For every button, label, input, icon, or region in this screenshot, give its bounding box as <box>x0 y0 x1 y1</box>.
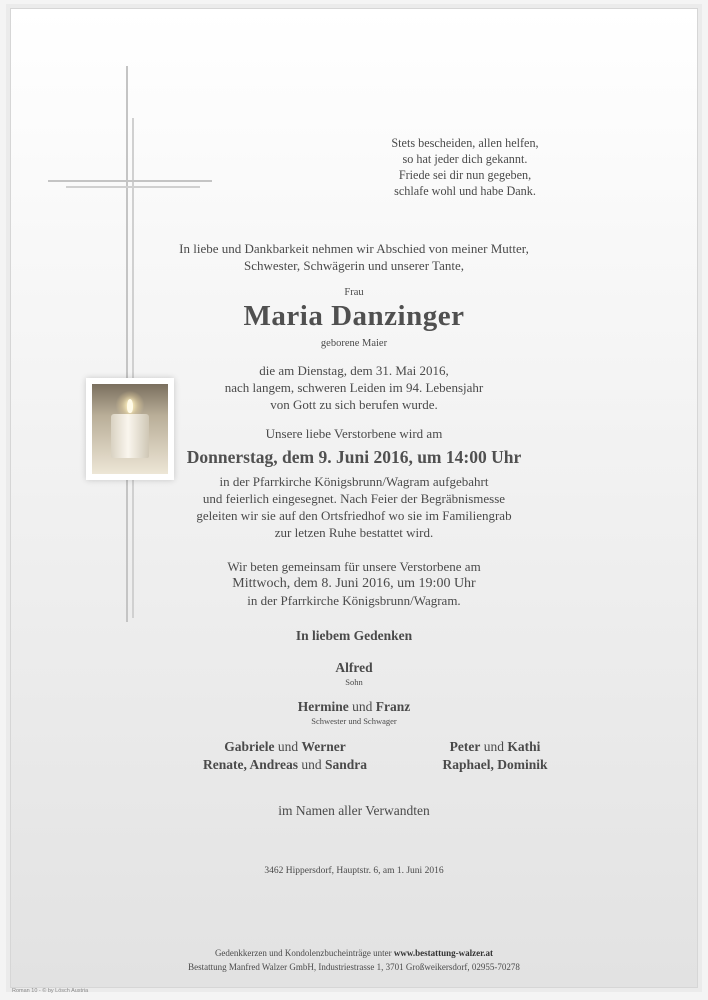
mourner-relation: Schwester und Schwager <box>311 716 397 726</box>
motto-line: so hat jeder dich gekannt. <box>402 152 528 166</box>
mourner-and: und <box>277 739 299 754</box>
motto-line: schlafe wohl und habe Dank. <box>394 184 536 198</box>
intro-text <box>0 240 708 274</box>
mourner-name: Franz <box>375 699 411 714</box>
footer-address: Bestattung Manfred Walzer GmbH, Industriestrasse 1, 3701 Großweikersdorf, 02955-70278 <box>188 962 520 972</box>
mourner-and: und <box>352 699 373 714</box>
memorial-motto <box>330 135 600 199</box>
mourner-name: Sandra <box>324 757 368 772</box>
motto-line: Friede sei dir nun gegeben, <box>398 168 532 182</box>
footer-text: Gedenkkerzen und Kondolenzbucheinträge unter <box>214 948 392 958</box>
funeral-line: in der Pfarrkirche Königsbrunn/Wagram aufgebahrt <box>219 474 489 489</box>
intro-line: In liebe und Dankbarkeit nehmen wir Abschied von meiner Mutter, <box>179 241 529 256</box>
funeral-line: geleiten wir sie auf den Ortsfriedhof wo sie im Familiengrab <box>196 508 512 523</box>
mourner-line <box>170 756 400 774</box>
funeral-line: zur letzen Ruhe bestattet wird. <box>274 525 434 540</box>
salutation: Frau <box>344 287 364 298</box>
funeral-date: Donnerstag, dem 9. Juni 2016, um 14:00 Uhr <box>186 447 522 467</box>
place-date: 3462 Hippersdorf, Hauptstr. 6, am 1. Juni 2016 <box>264 866 444 876</box>
intro-line: Schwester, Schwägerin und unserer Tante, <box>244 258 464 273</box>
death-line: nach langem, schweren Leiden im 94. Lebensjahr <box>224 380 484 395</box>
mourner-line <box>170 738 400 756</box>
prayer-line: Wir beten gemeinsam für unsere Verstorbene am <box>227 559 481 574</box>
mourner-name: Peter <box>449 739 481 754</box>
prayer-notice <box>0 558 708 609</box>
mourners-left <box>170 738 400 774</box>
mourner-name: Werner <box>301 739 346 754</box>
mourner-line <box>400 738 590 756</box>
death-notice <box>0 362 708 413</box>
mourner-name: Hermine <box>297 699 349 714</box>
birth-name: geborene Maier <box>320 338 388 349</box>
footer <box>0 946 708 974</box>
deceased-name: Maria Danzinger <box>243 300 465 332</box>
mourner-and: und <box>483 739 504 754</box>
mourner-name: Renate, Andreas <box>202 757 298 772</box>
prayer-line: in der Pfarrkirche Königsbrunn/Wagram. <box>247 593 461 608</box>
copyright: Roman 10 - © by Lösch Austria <box>12 988 89 994</box>
mourners-right <box>400 738 590 774</box>
mourner-hermine-franz <box>0 699 708 726</box>
mourner-name: Alfred <box>335 660 373 675</box>
mourner-name: Kathi <box>507 739 541 754</box>
mourner-alfred <box>0 660 708 687</box>
death-line: die am Dienstag, dem 31. Mai 2016, <box>259 363 449 378</box>
funeral-details <box>0 473 708 541</box>
mourner-name: Raphael, Dominik <box>442 757 548 772</box>
gedenken-heading: In liebem Gedenken <box>295 628 413 643</box>
mourner-relation: Sohn <box>345 677 363 687</box>
website-link[interactable]: www.bestattung-walzer.at <box>393 948 494 958</box>
relatives-line: im Namen aller Verwandten <box>278 803 430 818</box>
prayer-date: Mittwoch, dem 8. Juni 2016, um 19:00 Uhr <box>232 576 476 591</box>
death-line: von Gott zu sich berufen wurde. <box>270 397 438 412</box>
motto-line: Stets bescheiden, allen helfen, <box>391 136 539 150</box>
mourner-and: und <box>301 757 322 772</box>
funeral-intro: Unsere liebe Verstorbene wird am <box>265 426 443 441</box>
funeral-line: und feierlich eingesegnet. Nach Feier der Begräbnismesse <box>202 491 506 506</box>
footer-line <box>0 946 708 960</box>
mourner-name: Gabriele <box>224 739 275 754</box>
